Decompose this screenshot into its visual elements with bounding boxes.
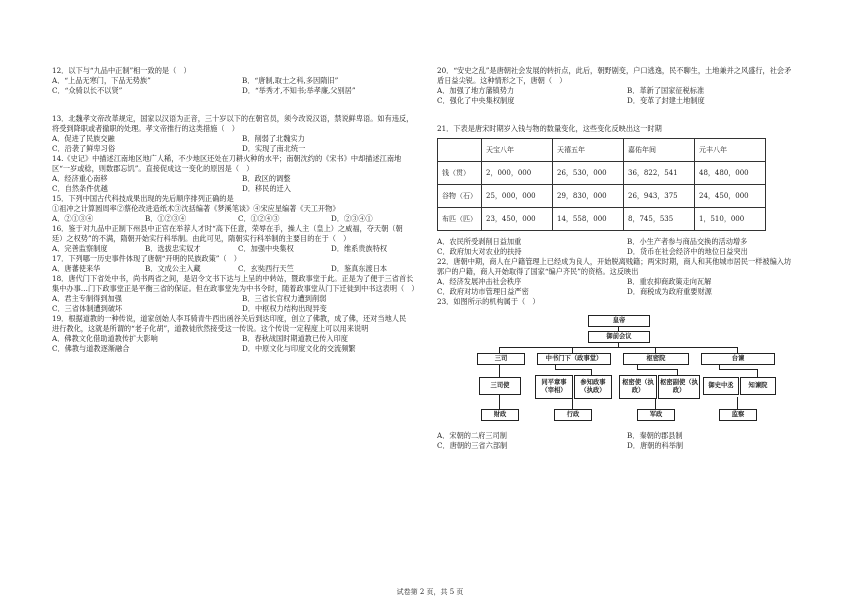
option-a[interactable]: A．佛教文化借助道教传扩大影响 [52, 334, 158, 343]
question-stem-line-2: 廷）之权势”的不满，隋朝开始实行科举制。由此可见，隋朝实行科举制的主要目的在于（ ） [52, 234, 351, 243]
option-a[interactable]: A．唐蕃使来华 [52, 264, 101, 273]
option-d[interactable]: D．移民的迁入 [242, 184, 291, 193]
question-16 [52, 224, 424, 254]
canzhi-box: 参知政事（执政） [574, 375, 612, 399]
question-21 [437, 124, 809, 257]
option-c[interactable]: C．沿袭了鲜卑习俗 [52, 144, 116, 153]
option-d[interactable]: D．维系贵族特权 [331, 244, 388, 253]
question-stem-line-1: 19．根据道教的一种传说，道家创始人李耳骑青牛西出函谷关后到达印度，创立了佛教，成了佛，还对当地人民 [52, 314, 407, 323]
shumi-box: 枢密院 [623, 353, 689, 365]
option-b[interactable]: B．革新了国家征税标准 [627, 86, 705, 95]
question-stem-line-2: 将受到降职或者撤职的处理。孝文帝推行的这类措施（ ） [52, 124, 239, 133]
option-b[interactable]: B．选拔忠实奴才 [145, 244, 201, 253]
question-18 [52, 274, 424, 314]
option-b[interactable]: B．“唐制,取士之科,多因隋旧” [242, 76, 339, 85]
option-d[interactable]: D．中原文化与印度文化的交流频繁 [242, 344, 356, 353]
zaixiang-box: 同平章事（宰相） [535, 375, 573, 399]
table-cell: 1，510，000 [695, 208, 766, 231]
table-cell: 布匹（匹） [438, 208, 482, 231]
question-20 [437, 66, 809, 106]
option-b[interactable]: B．文成公主入藏 [145, 264, 201, 273]
question-stem: 17．下列哪一历史事件体现了唐朝“开明的民族政策”（ ） [52, 254, 241, 263]
option-c[interactable]: C．政府加大对农业的扶持 [437, 247, 522, 256]
option-b[interactable]: B．秦朝的郡县制 [627, 431, 683, 440]
options [52, 264, 424, 274]
options [52, 244, 424, 254]
song-institution-diagram [477, 313, 777, 431]
table-header-cell: 天禧五年 [553, 139, 624, 162]
emperor-box: 皇帝 [588, 315, 650, 327]
table-cell: 14，558，000 [553, 208, 624, 231]
options [437, 277, 809, 297]
option-a[interactable]: A．②①③④ [52, 214, 94, 223]
question-stem: 23．如图所示的机构属于（ ） [437, 297, 540, 306]
zhongshu-box: 中书门下（政事堂） [537, 353, 611, 365]
question-23 [437, 297, 809, 451]
question-stem-line-1: 22．唐朝中期，商人在户籍管理上已经成为良人，开始脱离贱籍；两宋时期，商人和其他城市居民一样被编入坊 [437, 257, 792, 266]
option-c[interactable]: C．强化了中央集权制度 [437, 96, 515, 105]
options [52, 294, 424, 314]
option-b[interactable]: B．政区的调整 [242, 174, 291, 183]
table-cell: 2，000，000 [482, 162, 553, 185]
question-15 [52, 194, 424, 224]
question-stem-line-1: 18．唐代门下省处中书，尚书两省之间，是诏令文书下达与上呈的中转站，暨政事堂于此。正是为了便于三省首长 [52, 274, 414, 283]
option-d[interactable]: D．鉴真东渡日本 [331, 264, 388, 273]
options [52, 134, 424, 154]
sansi-box: 三司 [477, 353, 525, 365]
option-b[interactable]: B．三省长官权力遭到削弱 [242, 294, 327, 303]
shumishi-box: 枢密使（执政） [619, 375, 657, 399]
question-stem-line-1: 13．北魏孝文帝改革规定，国家以汉语为正音，三十岁以下的在朝官员，须今改说汉语，禁说鲜卑语。如有违反， [52, 114, 414, 123]
table-cell: 25，000，000 [482, 185, 553, 208]
option-d[interactable]: D．商税成为政府重要财源 [627, 287, 712, 296]
question-stem-line-2: 郭户的户籍，商人开始取得了国家“编户齐民”的资格。这反映出 [437, 267, 639, 276]
jiancha-box: 监察 [719, 409, 757, 421]
table-header-cell: 元丰八年 [695, 139, 766, 162]
options [437, 86, 809, 106]
question-stem: 12．以下与“九品中正制”相一致的是（ ） [52, 66, 191, 75]
question-items: ①祖冲之计算圆周率②蔡伦改进造纸术③沈括编著《梦溪笔谈》④宋应星编著《天工开物》 [52, 204, 340, 213]
question-stem-line-2: 区“一岁或稔，则数郡忘饥”。直接促成这一变化的原因是（ ） [52, 164, 254, 173]
question-stem-line-1: 14.《史记》中描述江南地区地广人稀，不少地区还处在刀耕火种的水平；南朝沈约的《宋书》中却描述江南地 [52, 154, 402, 163]
table-cell: 8，745，535 [624, 208, 695, 231]
option-b[interactable]: B．削弱了北魏实力 [242, 134, 305, 143]
option-c[interactable]: C．玄奘西行天竺 [238, 264, 294, 273]
options [52, 334, 424, 354]
yushi-box: 御史中丞 [703, 377, 739, 395]
option-d[interactable]: D．“举秀才,不知书;举孝廉,父别居” [242, 86, 356, 95]
table-cell: 24，450，000 [695, 185, 766, 208]
zhijian-box: 知谏院 [740, 377, 776, 395]
table-cell: 26，530，000 [553, 162, 624, 185]
table-cell: 26，943，375 [624, 185, 695, 208]
question-stem-line-2: 盾日益尖锐。这种情形之下，唐朝（ ） [437, 76, 567, 85]
option-c[interactable]: C．政府对坊市管理日益严密 [437, 287, 529, 296]
option-c[interactable]: C．①②④③ [238, 214, 280, 223]
option-c[interactable]: C．唐朝的三省六部制 [437, 441, 508, 450]
table-cell: 48，480，000 [695, 162, 766, 185]
option-c[interactable]: C．加强中央集权 [238, 244, 294, 253]
option-b[interactable]: B．重农抑商政策走向瓦解 [627, 277, 712, 286]
option-a[interactable]: A．宋朝的二府三司制 [437, 431, 507, 440]
option-d[interactable]: D．变革了封建土地制度 [627, 96, 705, 105]
question-stem: 21．下表是唐宋时期岁入钱与物的数量变化，这些变化反映出这一时期 [437, 124, 662, 133]
option-b[interactable]: B．春秋战国时期道教已传入印度 [242, 334, 348, 343]
option-c[interactable]: C．自然条件优越 [52, 184, 108, 193]
question-stem-line-1: 20．“安史之乱”是唐朝社会发展的转折点，此后，朝野剧变，户口逃逸，民不聊生，土地兼并之风盛行，社会矛 [437, 66, 792, 75]
question-stem-line-1: 16．鉴于对九品中正制下州县中正官在举荐人才时“高下任意，荣辱在手，操人主（皇上）之威福，夺天朝（朝 [52, 224, 403, 233]
question-stem: 15．下列中国古代科技成果出现的先后顺序排列正确的是 [52, 194, 234, 203]
option-d[interactable]: D．实现了南北统一 [242, 144, 306, 153]
option-d[interactable]: D．②③④① [331, 214, 373, 223]
option-d[interactable]: D．中枢权力结构出现异变 [242, 304, 327, 313]
table-cell: 谷物（石） [438, 185, 482, 208]
options [52, 174, 424, 194]
page-footer: 试卷第 2 页，共 5 页 [396, 588, 464, 596]
option-a[interactable]: A．经济重心南移 [52, 174, 108, 183]
question-stem-line-2: 集中办事…门下政事堂正是平衡三省的保证。但在政事堂先为中书令时，随着政事堂从门下迁徙到中书这表明（ ） [52, 284, 419, 293]
table-cell: 36，822，541 [624, 162, 695, 185]
options [52, 214, 424, 224]
revenue-table [437, 138, 766, 231]
table-header-cell [438, 139, 482, 162]
table-header-cell: 嘉佑年间 [624, 139, 695, 162]
xingzheng-box: 行政 [554, 409, 592, 421]
junzheng-box: 军政 [637, 409, 675, 421]
option-c[interactable]: C．佛教与道教逐渐融合 [52, 344, 130, 353]
table-header-row [438, 139, 766, 162]
council-box: 御前会议 [588, 331, 650, 343]
shumifu-box: 枢密副使（执政） [658, 375, 700, 399]
options [437, 237, 809, 257]
option-a[interactable]: A．君主专制得到加强 [52, 294, 122, 303]
table-cell: 钱（贯） [438, 162, 482, 185]
taijian-box: 台谏 [701, 353, 775, 365]
option-a[interactable]: A．完善监察制度 [52, 244, 108, 253]
option-d[interactable]: D．货币在社会经济中的地位日益突出 [627, 247, 748, 256]
table-header-cell: 天宝八年 [482, 139, 553, 162]
options [52, 76, 424, 96]
table-row [438, 185, 766, 208]
question-19 [52, 314, 424, 354]
question-22 [437, 257, 809, 297]
option-d[interactable]: D．唐朝的科举制 [627, 441, 684, 450]
question-12 [52, 66, 424, 96]
options [437, 431, 809, 451]
option-c[interactable]: C．“众骑以长不以贤” [52, 86, 123, 95]
option-a[interactable]: A．促进了民族交融 [52, 134, 115, 143]
table-row [438, 208, 766, 231]
option-a[interactable]: A．“上品无寒门，下品无势族” [52, 76, 151, 85]
option-b[interactable]: B．①②③④ [145, 214, 187, 223]
option-a[interactable]: A．经济发展冲击社会秩序 [437, 277, 522, 286]
left-column [52, 66, 424, 354]
table-row [438, 162, 766, 185]
caizheng-box: 财政 [481, 409, 519, 421]
question-14 [52, 154, 424, 194]
question-13 [52, 114, 424, 154]
option-c[interactable]: C．三省体制遭到破坏 [52, 304, 123, 313]
option-b[interactable]: B．小生产者参与商品交换的活动增多 [627, 237, 748, 246]
option-a[interactable]: A．农民所受剥削日益加重 [437, 237, 522, 246]
table-cell: 29，830，000 [553, 185, 624, 208]
question-stem-line-2: 进行教化，这就是所谓的“老子化胡”，道教徒欣然接受这一传说。这个传说一定程度上可以用来说明 [52, 324, 369, 333]
right-column [437, 66, 809, 451]
table-cell: 23，450，000 [482, 208, 553, 231]
question-17 [52, 254, 424, 274]
option-a[interactable]: A．加强了地方藩镇势力 [437, 86, 515, 95]
sanshi-box: 三司使 [479, 377, 521, 395]
